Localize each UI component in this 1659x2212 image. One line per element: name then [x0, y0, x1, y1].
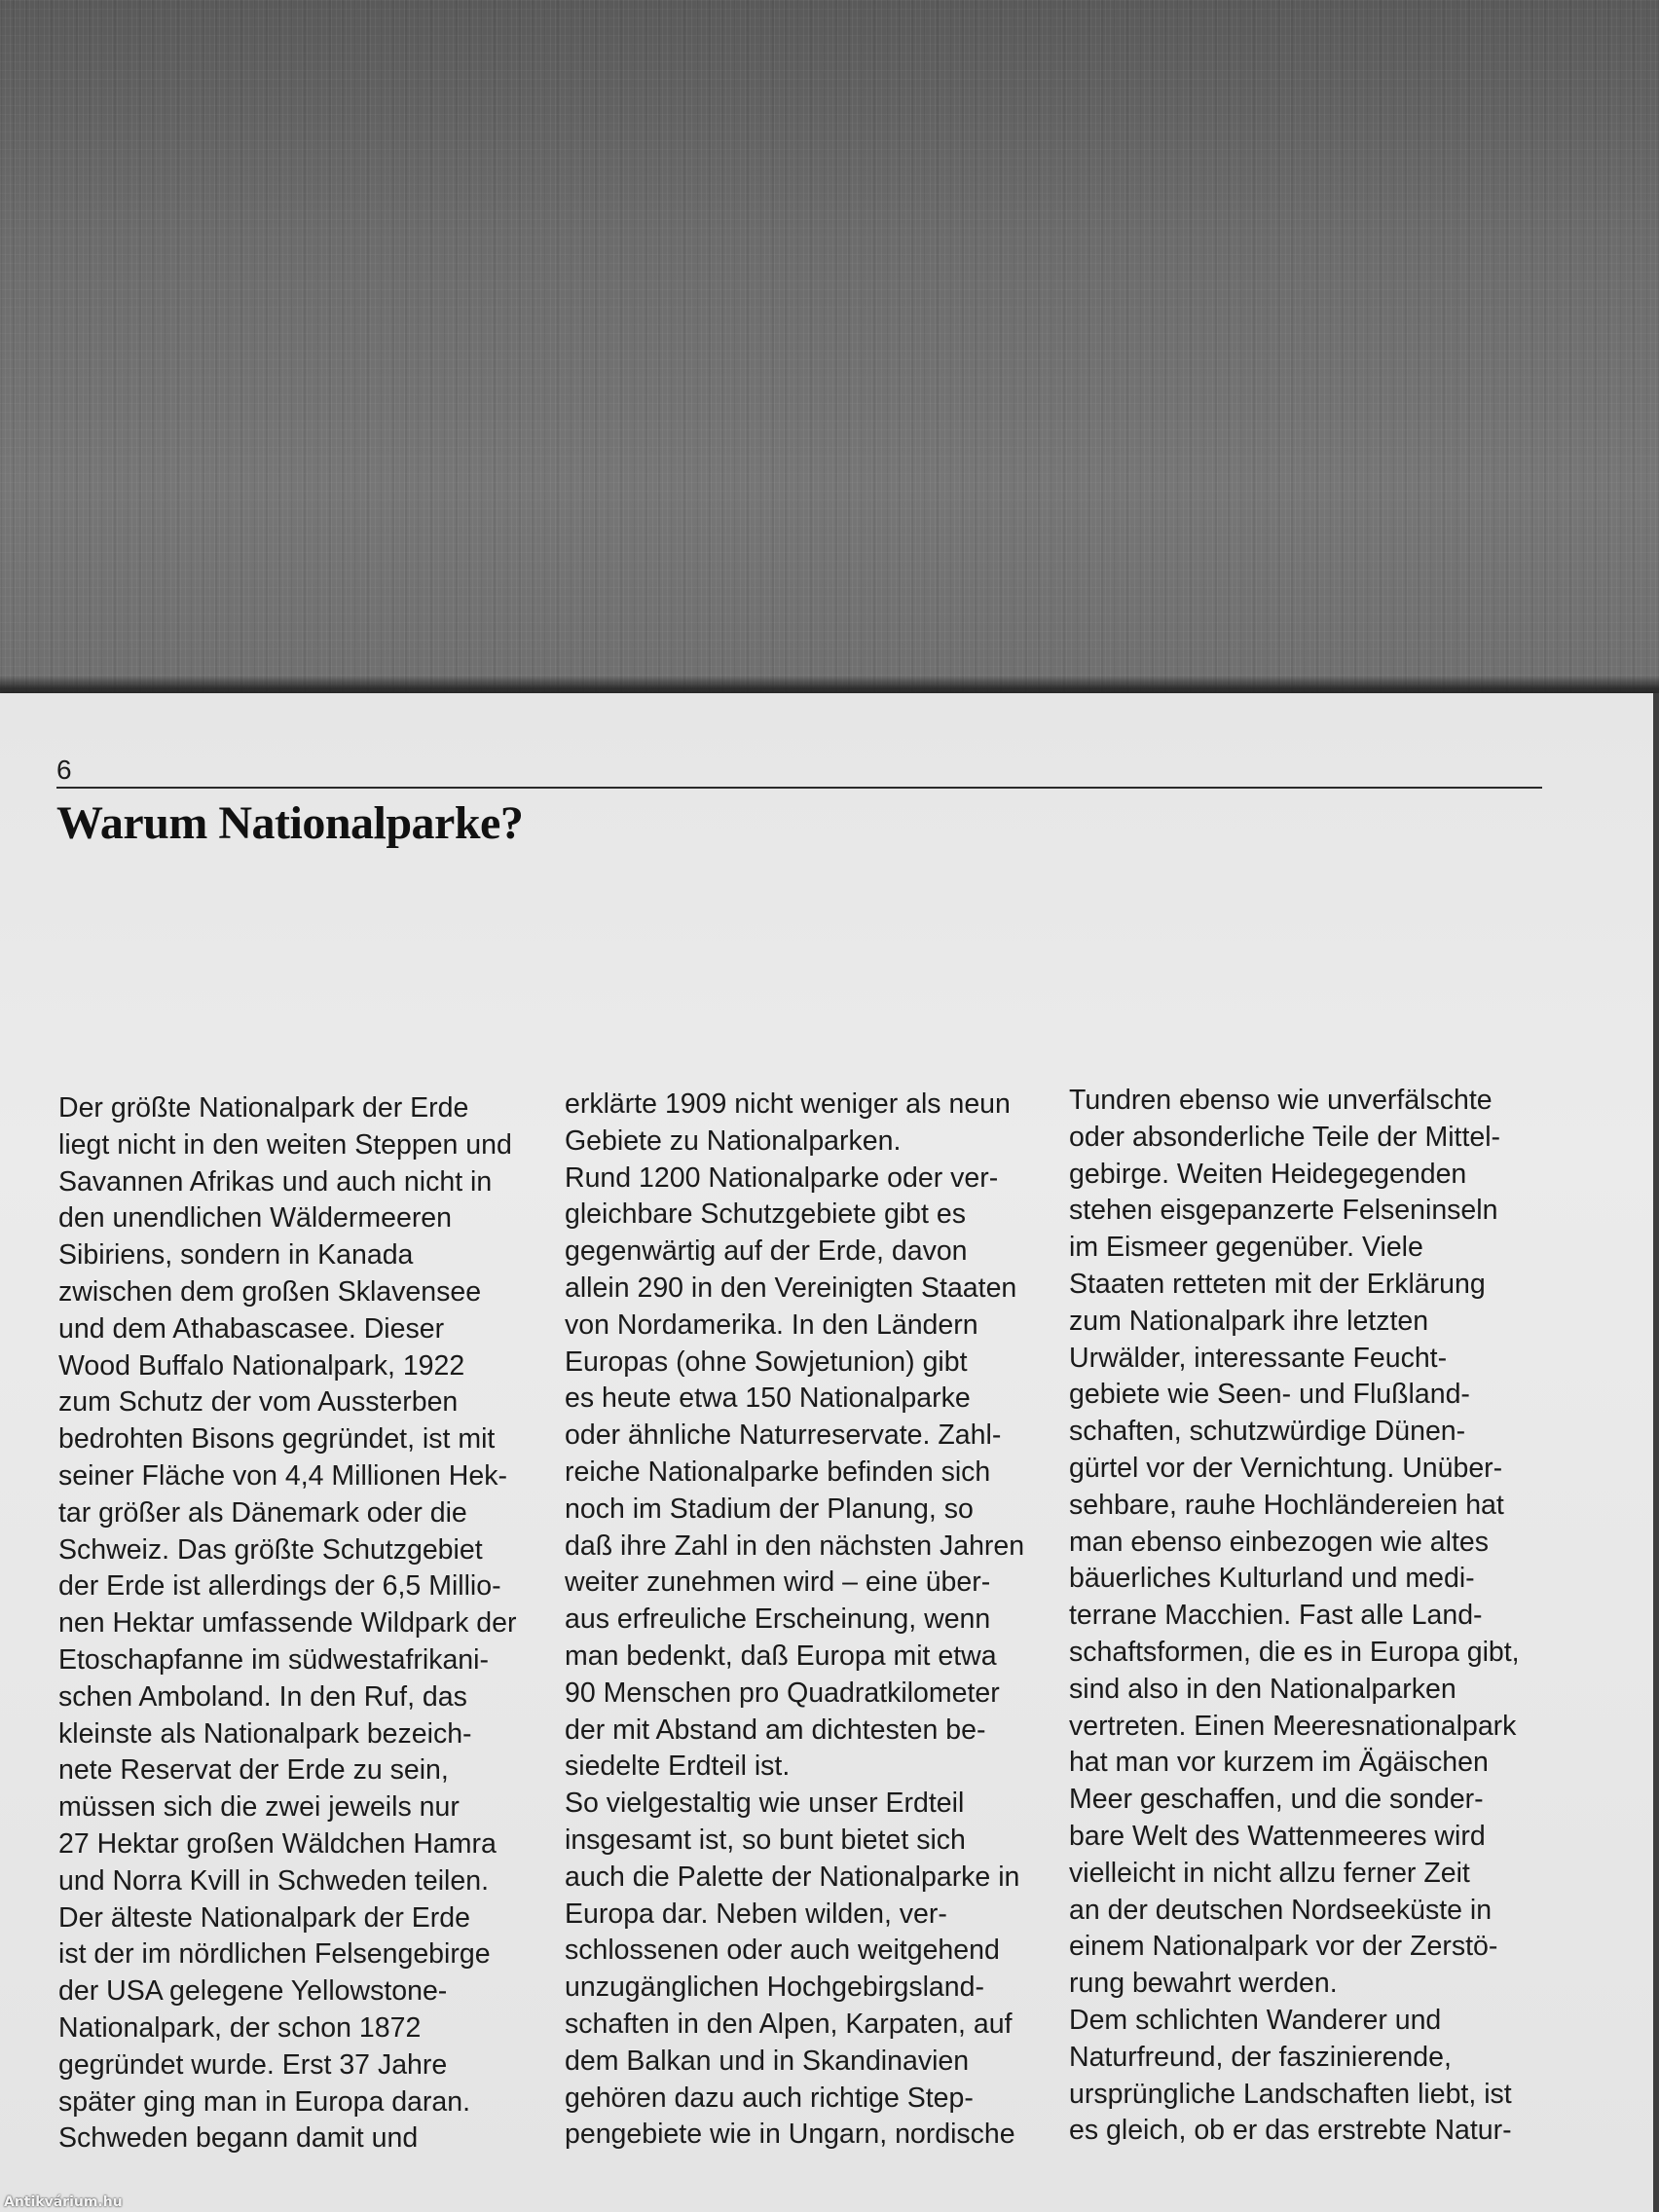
text-line: zwischen dem großen Sklavensee [58, 1275, 482, 1308]
text-line: der mit Abstand am dichtesten be- [565, 1714, 986, 1746]
text-line: der Erde ist allerdings der 6,5 Millio- [58, 1570, 501, 1603]
text-line: schaften, schutzwürdige Dünen- [1069, 1416, 1466, 1448]
text-line: unzugänglichen Hochgebirgsland- [565, 1972, 984, 2004]
text-line: zum Nationalpark ihre letzten [1069, 1305, 1429, 1337]
text-line: schen Amboland. In den Ruf, das [58, 1680, 467, 1713]
text-line: einem Nationalpark vor der Zerstö- [1069, 1931, 1498, 1963]
text-line: bedrohten Bisons gegründet, ist mit [58, 1423, 496, 1456]
text-line: an der deutschen Nordseeküste in [1069, 1894, 1493, 1926]
text-line: Rund 1200 Nationalparke oder ver- [565, 1161, 999, 1194]
text-line: siedelte Erdteil ist. [565, 1751, 791, 1783]
text-line: So vielgestaltig wie unser Erdteil [565, 1788, 965, 1820]
text-line: ist der im nördlichen Felsengebirge [58, 1938, 491, 1971]
text-line: den unendlichen Wäldermeeren [58, 1202, 453, 1235]
text-line: Schweiz. Das größte Schutzgebiet [58, 1533, 483, 1566]
text-line: weiter zunehmen wird – eine über- [565, 1567, 991, 1599]
text-line: bare Welt des Wattenmeeres wird [1069, 1820, 1486, 1852]
text-line: der USA gelegene Yellowstone- [58, 1975, 448, 2008]
header-rule [56, 787, 1542, 789]
text-line: später ging man in Europa daran. [58, 2085, 471, 2118]
text-line: müssen sich die zwei jeweils nur [58, 1791, 460, 1824]
text-line: es heute etwa 150 Nationalparke [565, 1382, 971, 1415]
text-line: auch die Palette der Nationalparke in [565, 1861, 1020, 1893]
text-line: erklärte 1909 nicht weniger als neun [565, 1088, 1011, 1120]
text-line: gehören dazu auch richtige Step- [565, 2082, 974, 2114]
text-line: gegenwärtig auf der Erde, davon [565, 1235, 968, 1268]
text-line: Etoschapfanne im südwestafrikani- [58, 1643, 489, 1676]
text-line: dem Balkan und in Skandinavien [565, 2045, 970, 2077]
text-line: Schweden begann damit und [58, 2122, 419, 2155]
text-line: gebiete wie Seen- und Flußland- [1069, 1379, 1470, 1411]
text-line: rung bewahrt werden. [1069, 1968, 1338, 2000]
watermark-text: Antikvárium.hu [4, 2194, 123, 2210]
text-line: Gebiete zu Nationalparken. [565, 1124, 902, 1157]
text-line: es gleich, ob er das erstrebte Natur- [1069, 2115, 1512, 2147]
text-line: Der größte Nationalpark der Erde [58, 1092, 469, 1124]
text-line: gürtel vor der Vernichtung. Unüber- [1069, 1452, 1503, 1484]
text-line: insgesamt ist, so bunt bietet sich [565, 1824, 966, 1856]
text-line: sehbare, rauhe Hochländereien hat [1069, 1489, 1504, 1521]
text-line: Tundren ebenso wie unverfälschte [1069, 1085, 1493, 1116]
text-line: pengebiete wie in Ungarn, nordische [565, 2119, 1015, 2151]
text-line: vertreten. Einen Meeresnationalpark [1069, 1710, 1517, 1742]
text-column-2 [565, 1087, 1051, 2154]
page-title: Warum Nationalparke? [56, 797, 524, 849]
text-line: man bedenkt, daß Europa mit etwa [565, 1640, 997, 1672]
page-number: 6 [56, 755, 72, 785]
text-line: gegründet wurde. Erst 37 Jahre [58, 2048, 448, 2081]
text-line: man ebenso einbezogen wie altes [1069, 1526, 1489, 1558]
text-line: liegt nicht in den weiten Steppen und [58, 1128, 512, 1161]
text-line: Europas (ohne Sowjetunion) gibt [565, 1346, 968, 1378]
text-column-3 [1069, 1083, 1556, 2150]
text-line: nen Hektar umfassende Wildpark der [58, 1607, 517, 1640]
text-line: tar größer als Dänemark oder die [58, 1496, 467, 1529]
text-line: von Nordamerika. In den Ländern [565, 1309, 978, 1341]
text-line: Savannen Afrikas und auch nicht in [58, 1165, 493, 1198]
text-line: daß ihre Zahl in den nächsten Jahren [565, 1530, 1025, 1562]
text-line: schlossenen oder auch weitgehend [565, 1935, 1000, 1967]
text-line: Naturfreund, der faszinierende, [1069, 2041, 1452, 2073]
text-line: allein 290 in den Vereinigten Staaten [565, 1272, 1017, 1304]
text-line: 27 Hektar großen Wäldchen Hamra [58, 1827, 497, 1860]
text-line: noch im Stadium der Planung, so [565, 1493, 974, 1525]
text-line: oder ähnliche Naturreservate. Zahl- [565, 1419, 1002, 1452]
text-line: Wood Buffalo Nationalpark, 1922 [58, 1349, 465, 1382]
text-line: Sibiriens, sondern in Kanada [58, 1239, 414, 1272]
page-side-edge [1653, 693, 1659, 2212]
text-line: im Eismeer gegenüber. Viele [1069, 1232, 1423, 1264]
text-column-1 [58, 1090, 545, 2157]
text-line: terrane Macchien. Fast alle Land- [1069, 1600, 1483, 1632]
text-line: Europa dar. Neben wilden, ver- [565, 1898, 947, 1930]
text-line: stehen eisgepanzerte Felseninseln [1069, 1195, 1498, 1227]
text-line: und dem Athabascasee. Dieser [58, 1312, 445, 1345]
text-line: Der älteste Nationalpark der Erde [58, 1901, 470, 1934]
text-line: Meer geschaffen, und die sonder- [1069, 1784, 1484, 1816]
text-line: Nationalpark, der schon 1872 [58, 2011, 422, 2044]
cloth-backdrop [0, 0, 1659, 693]
text-line: Urwälder, interessante Feucht- [1069, 1342, 1448, 1374]
text-line: kleinste als Nationalpark bezeich- [58, 1717, 472, 1750]
text-line: sind also in den Nationalparken [1069, 1673, 1456, 1705]
text-line: vielleicht in nicht allzu ferner Zeit [1069, 1857, 1470, 1889]
text-line: aus erfreuliche Erscheinung, wenn [565, 1604, 991, 1636]
text-line: gleichbare Schutzgebiete gibt es [565, 1198, 966, 1231]
text-line: oder absonderliche Teile der Mittel- [1069, 1121, 1501, 1153]
text-line: seiner Fläche von 4,4 Millionen Hek- [58, 1459, 507, 1492]
text-line: hat man vor kurzem im Ägäischen [1069, 1747, 1489, 1779]
text-line: reiche Nationalparke befinden sich [565, 1456, 991, 1488]
text-line: schaftsformen, die es in Europa gibt, [1069, 1636, 1520, 1668]
text-line: ursprüngliche Landschaften liebt, ist [1069, 2078, 1512, 2110]
book-page [0, 693, 1655, 2212]
text-line: schaften in den Alpen, Karpaten, auf [565, 2008, 1013, 2040]
text-line: zum Schutz der vom Aussterben [58, 1386, 459, 1419]
text-line: und Norra Kvill in Schweden teilen. [58, 1864, 489, 1897]
text-line: Staaten retteten mit der Erklärung [1069, 1268, 1486, 1300]
text-line: 90 Menschen pro Quadratkilometer [565, 1677, 1000, 1709]
text-line: nete Reservat der Erde zu sein, [58, 1754, 449, 1787]
text-line: gebirge. Weiten Heidegegenden [1069, 1158, 1467, 1190]
text-line: Dem schlichten Wanderer und [1069, 2004, 1442, 2036]
text-line: bäuerliches Kulturland und medi- [1069, 1563, 1475, 1595]
